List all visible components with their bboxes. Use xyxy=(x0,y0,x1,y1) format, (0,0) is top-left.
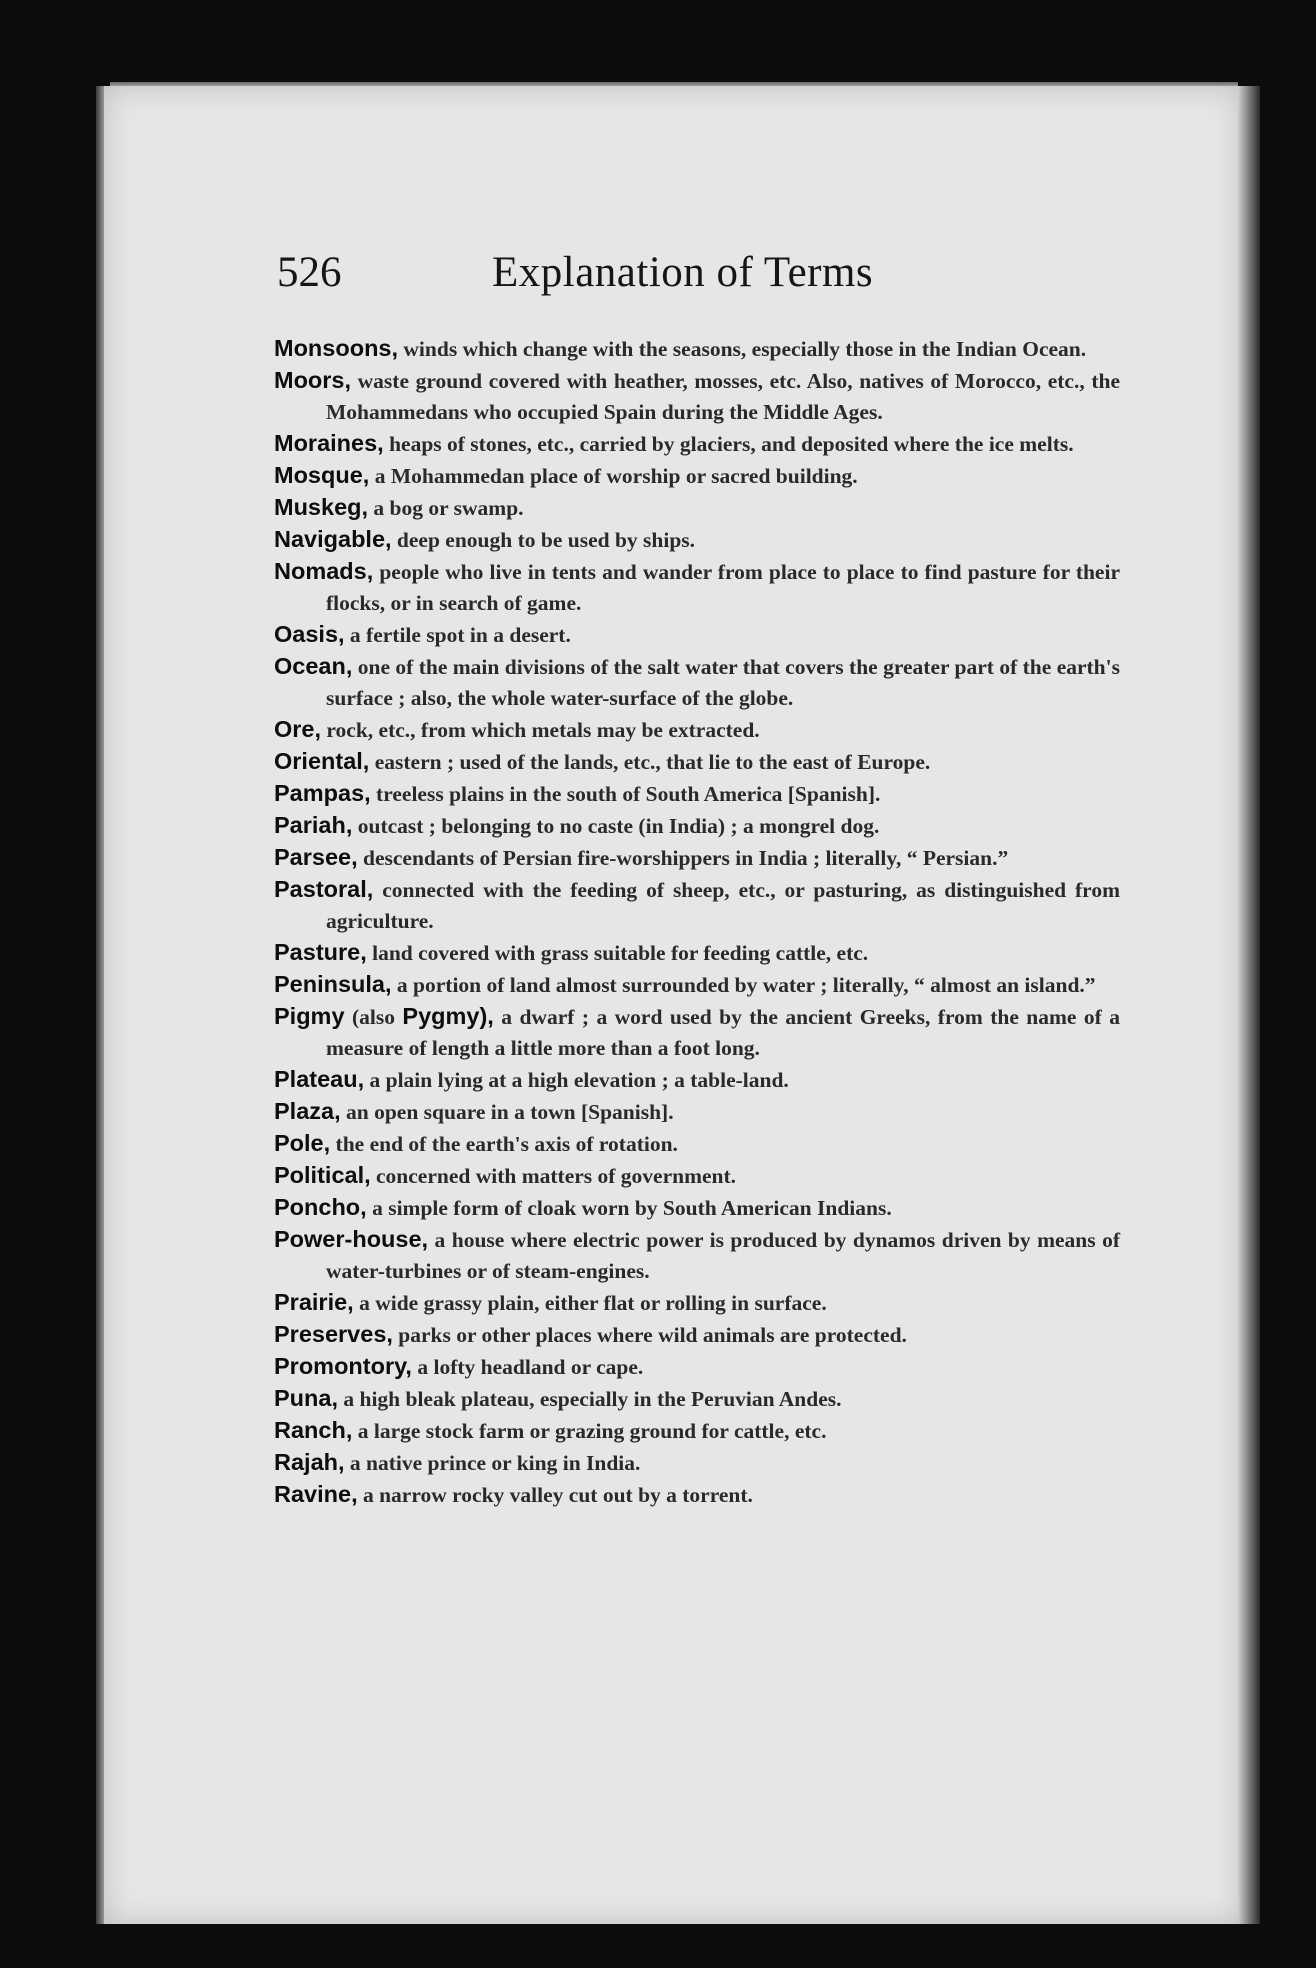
entry-definition: a native prince or king in India. xyxy=(344,1451,641,1475)
glossary-entry xyxy=(274,1415,1120,1447)
glossary-entry xyxy=(274,1319,1120,1351)
glossary-entries xyxy=(274,333,1120,1511)
entry-term-alt: Pygmy), xyxy=(402,1003,494,1029)
entry-term: Ranch, xyxy=(274,1417,353,1443)
entry-definition: waste ground covered with heather, mosses, etc. Also, natives of Morocco, etc., the Mohammedans who occupied Spain during the Middle Ages. xyxy=(326,369,1120,424)
entry-term: Plaza, xyxy=(274,1098,341,1124)
glossary-entry xyxy=(274,1287,1120,1319)
glossary-entry xyxy=(274,1224,1120,1287)
entry-definition: a house where electric power is produced by dynamos driven by means of water-turbines or of steam-engines. xyxy=(326,1228,1120,1283)
entry-term: Ore, xyxy=(274,716,322,742)
glossary-entry xyxy=(274,746,1120,778)
glossary-entry xyxy=(274,937,1120,969)
entry-term: Pariah, xyxy=(274,812,353,838)
entry-definition: a simple form of cloak worn by South American Indians. xyxy=(366,1196,892,1220)
entry-term: Pole, xyxy=(274,1130,331,1156)
glossary-entry xyxy=(274,810,1120,842)
glossary-entry xyxy=(274,1096,1120,1128)
entry-definition: a Mohammedan place of worship or sacred building. xyxy=(369,464,858,488)
entry-term: Peninsula, xyxy=(274,971,392,997)
entry-term: Political, xyxy=(274,1162,371,1188)
entry-term: Puna, xyxy=(274,1385,338,1411)
page-header xyxy=(277,248,1107,318)
entry-definition: a fertile spot in a desert. xyxy=(344,623,571,647)
entry-term: Nomads, xyxy=(274,558,374,584)
glossary-entry xyxy=(274,1160,1120,1192)
entry-term: Pigmy xyxy=(274,1003,345,1029)
entry-definition: descendants of Persian fire-worshippers in India ; literally, “ Persian.” xyxy=(357,846,1009,870)
entry-term: Preserves, xyxy=(274,1321,393,1347)
entry-definition: a lofty headland or cape. xyxy=(411,1355,644,1379)
entry-definition: outcast ; belonging to no caste (in India) ; a mongrel dog. xyxy=(352,814,880,838)
glossary-entry xyxy=(274,460,1120,492)
entry-term: Mosque, xyxy=(274,462,370,488)
glossary-entry xyxy=(274,842,1120,874)
entry-definition: a high bleak plateau, especially in the Peruvian Andes. xyxy=(337,1387,842,1411)
glossary-entry xyxy=(274,874,1120,937)
entry-term: Muskeg, xyxy=(274,494,369,520)
entry-definition: heaps of stones, etc., carried by glaciers, and deposited where the ice melts. xyxy=(383,432,1074,456)
entry-definition: land covered with grass suitable for feeding cattle, etc. xyxy=(366,941,869,965)
entry-definition: connected with the feeding of sheep, etc., or pasturing, as distinguished from agriculture. xyxy=(326,878,1120,933)
entry-term: Ocean, xyxy=(274,653,353,679)
glossary-entry xyxy=(274,365,1120,428)
glossary-entry xyxy=(274,556,1120,619)
entry-term: Oasis, xyxy=(274,621,345,647)
entry-definition: a plain lying at a high elevation ; a table-land. xyxy=(364,1068,789,1092)
entry-term: Parsee, xyxy=(274,844,358,870)
entry-definition: parks or other places where wild animals are protected. xyxy=(392,1323,907,1347)
glossary-entry xyxy=(274,1128,1120,1160)
entry-definition-cont: a dwarf ; a word used by the ancient Greeks, from the name of a measure of length a little more than a foot long. xyxy=(326,1005,1121,1060)
entry-term: Pastoral, xyxy=(274,876,374,902)
glossary-entry xyxy=(274,1447,1120,1479)
entry-term: Navigable, xyxy=(274,526,392,552)
entry-definition: a wide grassy plain, either flat or rolling in surface. xyxy=(353,1291,827,1315)
entry-definition: the end of the earth's axis of rotation. xyxy=(330,1132,678,1156)
glossary-entry xyxy=(274,1001,1120,1064)
entry-definition: eastern ; used of the lands, etc., that lie to the east of Europe. xyxy=(369,750,931,774)
entry-term: Promontory, xyxy=(274,1353,412,1379)
entry-definition: a bog or swamp. xyxy=(368,496,524,520)
glossary-entry xyxy=(274,1192,1120,1224)
entry-term: Plateau, xyxy=(274,1066,365,1092)
glossary-entry xyxy=(274,714,1120,746)
entry-definition: winds which change with the seasons, especially those in the Indian Ocean. xyxy=(398,337,1087,361)
entry-term: Poncho, xyxy=(274,1194,367,1220)
entry-term: Ravine, xyxy=(274,1481,358,1507)
page-right-edge xyxy=(1238,86,1260,1924)
glossary-entry xyxy=(274,1383,1120,1415)
glossary-entry xyxy=(274,1064,1120,1096)
glossary-entry xyxy=(274,778,1120,810)
entry-definition: one of the main divisions of the salt water that covers the greater part of the earth's surface ; also, the whole water-surface of the globe. xyxy=(326,655,1120,710)
entry-term: Oriental, xyxy=(274,748,370,774)
entry-definition: rock, etc., from which metals may be extracted. xyxy=(321,718,760,742)
entry-term: Rajah, xyxy=(274,1449,345,1475)
glossary-entry xyxy=(274,1351,1120,1383)
glossary-entry xyxy=(274,428,1120,460)
entry-definition: (also xyxy=(344,1005,403,1029)
glossary-entry xyxy=(274,524,1120,556)
entry-term: Monsoons, xyxy=(274,335,399,361)
entry-definition: deep enough to be used by ships. xyxy=(391,528,696,552)
entry-definition: a portion of land almost surrounded by water ; literally, “ almost an island.” xyxy=(391,973,1096,997)
glossary-entry xyxy=(274,651,1120,714)
entry-term: Pasture, xyxy=(274,939,367,965)
glossary-entry xyxy=(274,333,1120,365)
entry-definition: concerned with matters of government. xyxy=(370,1164,737,1188)
entry-definition: a narrow rocky valley cut out by a torrent. xyxy=(357,1483,753,1507)
glossary-entry xyxy=(274,1479,1120,1511)
glossary-entry xyxy=(274,619,1120,651)
entry-definition: treeless plains in the south of South America [Spanish]. xyxy=(370,782,881,806)
entry-term: Moraines, xyxy=(274,430,384,456)
entry-definition: people who live in tents and wander from place to place to find pasture for their flocks, or in search of game. xyxy=(326,560,1120,615)
page-number: 526 xyxy=(277,249,342,296)
entry-term: Pampas, xyxy=(274,780,371,806)
entry-term: Prairie, xyxy=(274,1289,354,1315)
glossary-entry xyxy=(274,969,1120,1001)
running-title: Explanation of Terms xyxy=(492,249,874,296)
entry-term: Power-house, xyxy=(274,1226,429,1252)
entry-definition: an open square in a town [Spanish]. xyxy=(340,1100,674,1124)
glossary-entry xyxy=(274,492,1120,524)
entry-definition: a large stock farm or grazing ground for cattle, etc. xyxy=(352,1419,827,1443)
entry-term: Moors, xyxy=(274,367,352,393)
